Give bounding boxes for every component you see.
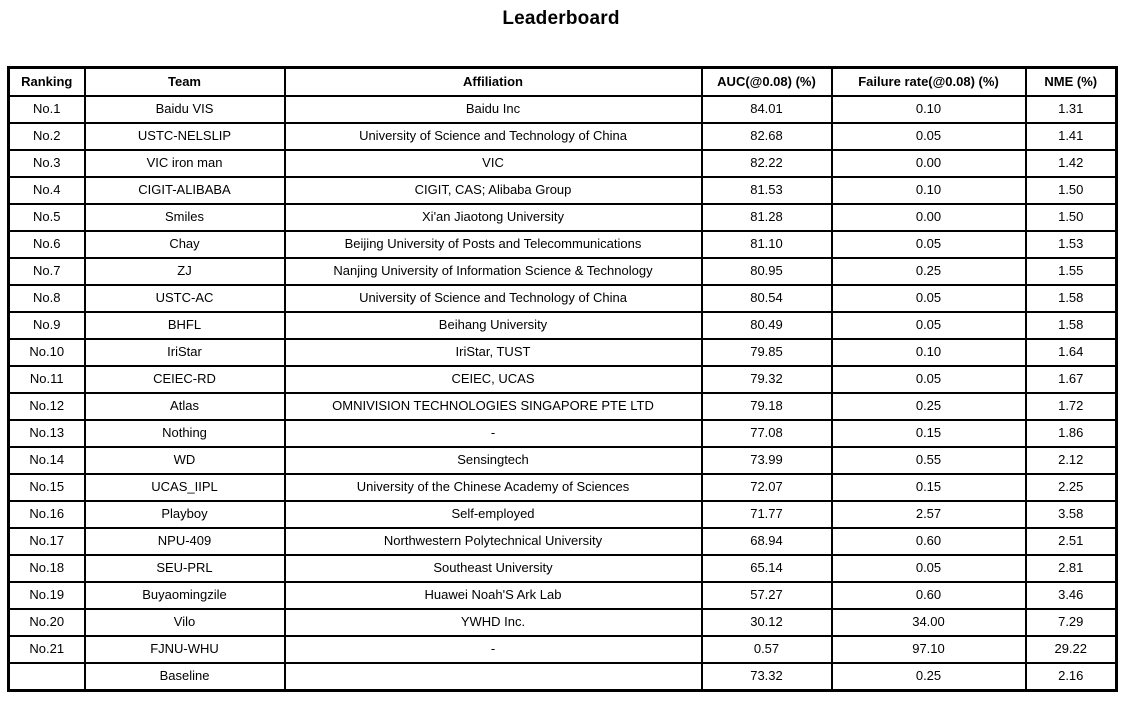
cell-affiliation: IriStar, TUST (285, 339, 702, 366)
cell-auc: 81.10 (702, 231, 832, 258)
cell-nme: 2.51 (1026, 528, 1117, 555)
cell-team: Baidu VIS (85, 96, 285, 123)
cell-failure-rate: 0.25 (832, 258, 1026, 285)
cell-auc: 73.99 (702, 447, 832, 474)
cell-nme: 1.72 (1026, 393, 1117, 420)
cell-auc: 68.94 (702, 528, 832, 555)
cell-nme: 2.16 (1026, 663, 1117, 691)
cell-auc: 84.01 (702, 96, 832, 123)
cell-ranking: No.8 (9, 285, 85, 312)
cell-team: IriStar (85, 339, 285, 366)
cell-affiliation: Xi'an Jiaotong University (285, 204, 702, 231)
cell-affiliation: YWHD Inc. (285, 609, 702, 636)
cell-failure-rate: 34.00 (832, 609, 1026, 636)
cell-nme: 1.67 (1026, 366, 1117, 393)
cell-nme: 1.64 (1026, 339, 1117, 366)
cell-team: WD (85, 447, 285, 474)
cell-affiliation: Northwestern Polytechnical University (285, 528, 702, 555)
table-row (9, 150, 1117, 177)
cell-failure-rate: 0.60 (832, 582, 1026, 609)
cell-failure-rate: 0.15 (832, 474, 1026, 501)
table-row (9, 366, 1117, 393)
cell-affiliation: Beihang University (285, 312, 702, 339)
cell-auc: 72.07 (702, 474, 832, 501)
table-row (9, 501, 1117, 528)
cell-team: UCAS_IIPL (85, 474, 285, 501)
cell-nme: 1.86 (1026, 420, 1117, 447)
cell-auc: 30.12 (702, 609, 832, 636)
cell-team: Playboy (85, 501, 285, 528)
cell-auc: 80.54 (702, 285, 832, 312)
cell-auc: 77.08 (702, 420, 832, 447)
cell-failure-rate: 2.57 (832, 501, 1026, 528)
cell-ranking: No.18 (9, 555, 85, 582)
table-row (9, 339, 1117, 366)
cell-ranking: No.19 (9, 582, 85, 609)
cell-ranking: No.13 (9, 420, 85, 447)
cell-ranking (9, 663, 85, 691)
cell-nme: 1.50 (1026, 204, 1117, 231)
table-row (9, 177, 1117, 204)
cell-nme: 7.29 (1026, 609, 1117, 636)
table-row (9, 555, 1117, 582)
cell-failure-rate: 0.00 (832, 204, 1026, 231)
cell-auc: 0.57 (702, 636, 832, 663)
cell-ranking: No.10 (9, 339, 85, 366)
leaderboard-table (7, 66, 1118, 692)
cell-team: Smiles (85, 204, 285, 231)
cell-failure-rate: 0.05 (832, 123, 1026, 150)
cell-ranking: No.2 (9, 123, 85, 150)
table-row (9, 528, 1117, 555)
cell-failure-rate: 0.25 (832, 393, 1026, 420)
table-row (9, 636, 1117, 663)
cell-auc: 65.14 (702, 555, 832, 582)
column-header-ranking: Ranking (9, 68, 85, 97)
cell-failure-rate: 0.00 (832, 150, 1026, 177)
cell-auc: 79.18 (702, 393, 832, 420)
column-header-failure-rate: Failure rate(@0.08) (%) (832, 68, 1026, 97)
table-row (9, 474, 1117, 501)
table-row (9, 231, 1117, 258)
cell-team: USTC-NELSLIP (85, 123, 285, 150)
cell-team: BHFL (85, 312, 285, 339)
cell-team: SEU-PRL (85, 555, 285, 582)
cell-team: NPU-409 (85, 528, 285, 555)
cell-auc: 79.85 (702, 339, 832, 366)
table-header (9, 68, 1117, 97)
cell-affiliation (285, 663, 702, 691)
cell-team: CEIEC-RD (85, 366, 285, 393)
table-row (9, 312, 1117, 339)
table-row (9, 258, 1117, 285)
cell-affiliation: University of Science and Technology of China (285, 123, 702, 150)
column-header-auc: AUC(@0.08) (%) (702, 68, 832, 97)
cell-failure-rate: 0.55 (832, 447, 1026, 474)
cell-ranking: No.11 (9, 366, 85, 393)
cell-nme: 1.42 (1026, 150, 1117, 177)
cell-team: Chay (85, 231, 285, 258)
column-header-team: Team (85, 68, 285, 97)
cell-affiliation: Nanjing University of Information Science & Technology (285, 258, 702, 285)
cell-team: Atlas (85, 393, 285, 420)
cell-team: Buyaomingzile (85, 582, 285, 609)
cell-nme: 3.46 (1026, 582, 1117, 609)
cell-affiliation: Southeast University (285, 555, 702, 582)
cell-team: Nothing (85, 420, 285, 447)
cell-affiliation: CIGIT, CAS; Alibaba Group (285, 177, 702, 204)
cell-affiliation: - (285, 420, 702, 447)
cell-affiliation: Beijing University of Posts and Telecommunications (285, 231, 702, 258)
column-header-affiliation: Affiliation (285, 68, 702, 97)
cell-affiliation: University of Science and Technology of China (285, 285, 702, 312)
cell-nme: 1.53 (1026, 231, 1117, 258)
table-row (9, 663, 1117, 691)
cell-auc: 71.77 (702, 501, 832, 528)
cell-failure-rate: 0.05 (832, 366, 1026, 393)
cell-ranking: No.1 (9, 96, 85, 123)
cell-failure-rate: 0.10 (832, 177, 1026, 204)
cell-auc: 73.32 (702, 663, 832, 691)
table-row (9, 420, 1117, 447)
cell-nme: 2.12 (1026, 447, 1117, 474)
cell-nme: 2.81 (1026, 555, 1117, 582)
cell-affiliation: VIC (285, 150, 702, 177)
cell-auc: 80.95 (702, 258, 832, 285)
table-row (9, 285, 1117, 312)
cell-team: VIC iron man (85, 150, 285, 177)
cell-nme: 2.25 (1026, 474, 1117, 501)
cell-affiliation: Huawei Noah'S Ark Lab (285, 582, 702, 609)
cell-affiliation: University of the Chinese Academy of Sciences (285, 474, 702, 501)
cell-ranking: No.5 (9, 204, 85, 231)
cell-failure-rate: 97.10 (832, 636, 1026, 663)
cell-failure-rate: 0.05 (832, 312, 1026, 339)
header-row (9, 68, 1117, 97)
table-row (9, 96, 1117, 123)
table-body (9, 96, 1117, 691)
cell-failure-rate: 0.60 (832, 528, 1026, 555)
table-row (9, 582, 1117, 609)
cell-ranking: No.9 (9, 312, 85, 339)
cell-failure-rate: 0.25 (832, 663, 1026, 691)
cell-nme: 1.55 (1026, 258, 1117, 285)
cell-team: USTC-AC (85, 285, 285, 312)
cell-ranking: No.15 (9, 474, 85, 501)
table-row (9, 393, 1117, 420)
cell-auc: 82.22 (702, 150, 832, 177)
cell-auc: 81.28 (702, 204, 832, 231)
cell-affiliation: Baidu Inc (285, 96, 702, 123)
cell-ranking: No.12 (9, 393, 85, 420)
cell-auc: 80.49 (702, 312, 832, 339)
table-row (9, 123, 1117, 150)
cell-ranking: No.21 (9, 636, 85, 663)
cell-failure-rate: 0.10 (832, 96, 1026, 123)
cell-nme: 1.50 (1026, 177, 1117, 204)
cell-auc: 81.53 (702, 177, 832, 204)
cell-failure-rate: 0.05 (832, 285, 1026, 312)
cell-failure-rate: 0.05 (832, 231, 1026, 258)
cell-nme: 1.58 (1026, 285, 1117, 312)
cell-ranking: No.16 (9, 501, 85, 528)
cell-affiliation: OMNIVISION TECHNOLOGIES SINGAPORE PTE LTD (285, 393, 702, 420)
column-header-nme: NME (%) (1026, 68, 1117, 97)
cell-affiliation: Sensingtech (285, 447, 702, 474)
cell-ranking: No.20 (9, 609, 85, 636)
cell-ranking: No.7 (9, 258, 85, 285)
cell-auc: 82.68 (702, 123, 832, 150)
page-title: Leaderboard (502, 8, 620, 29)
cell-nme: 1.31 (1026, 96, 1117, 123)
cell-auc: 79.32 (702, 366, 832, 393)
cell-nme: 1.58 (1026, 312, 1117, 339)
table-row (9, 447, 1117, 474)
cell-team: ZJ (85, 258, 285, 285)
cell-team: FJNU-WHU (85, 636, 285, 663)
cell-failure-rate: 0.05 (832, 555, 1026, 582)
cell-nme: 1.41 (1026, 123, 1117, 150)
cell-failure-rate: 0.15 (832, 420, 1026, 447)
cell-ranking: No.17 (9, 528, 85, 555)
cell-ranking: No.3 (9, 150, 85, 177)
cell-ranking: No.14 (9, 447, 85, 474)
cell-affiliation: - (285, 636, 702, 663)
cell-team: CIGIT-ALIBABA (85, 177, 285, 204)
cell-ranking: No.6 (9, 231, 85, 258)
cell-nme: 29.22 (1026, 636, 1117, 663)
table-row (9, 609, 1117, 636)
cell-affiliation: CEIEC, UCAS (285, 366, 702, 393)
cell-nme: 3.58 (1026, 501, 1117, 528)
cell-team: Vilo (85, 609, 285, 636)
cell-affiliation: Self-employed (285, 501, 702, 528)
cell-team: Baseline (85, 663, 285, 691)
cell-failure-rate: 0.10 (832, 339, 1026, 366)
table-row (9, 204, 1117, 231)
cell-ranking: No.4 (9, 177, 85, 204)
cell-auc: 57.27 (702, 582, 832, 609)
